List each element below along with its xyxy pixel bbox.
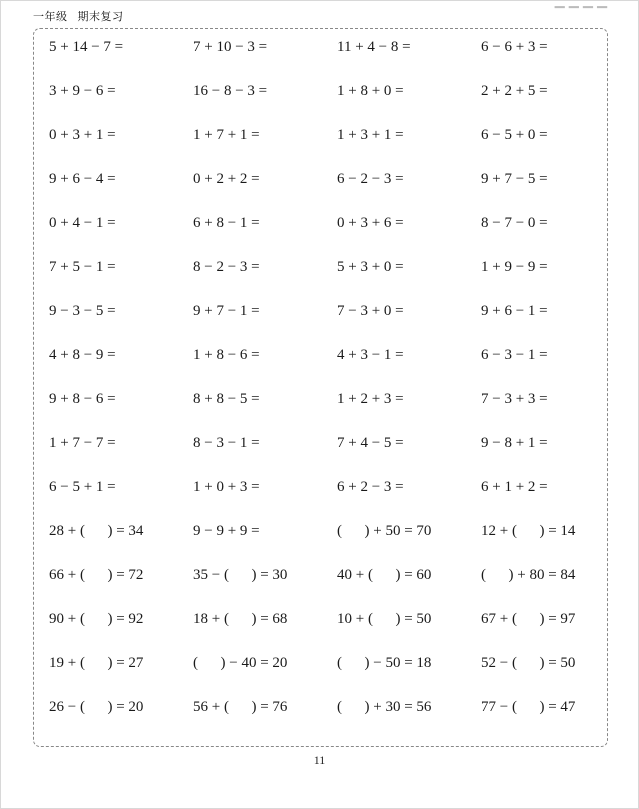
exercise-item: 1 + 3 + 1 = <box>337 127 404 143</box>
exercise-item: 7 − 3 + 3 = <box>481 391 548 407</box>
exercise-item: 0 + 3 + 6 = <box>337 215 404 231</box>
exercise-item: 7 + 5 − 1 = <box>49 259 116 275</box>
exercise-item: 67 + ( ) = 97 <box>481 611 576 627</box>
exercise-item: 40 + ( ) = 60 <box>337 567 432 583</box>
exercise-item: 35 − ( ) = 30 <box>193 567 288 583</box>
exercise-item: ( ) − 40 = 20 <box>193 655 288 671</box>
exercise-item: 6 + 2 − 3 = <box>337 479 404 495</box>
exercise-item: 6 − 6 + 3 = <box>481 39 548 55</box>
exercise-item: 11 + 4 − 8 = <box>337 39 411 55</box>
exercise-item: 1 + 8 + 0 = <box>337 83 404 99</box>
exercise-item: 12 + ( ) = 14 <box>481 523 576 539</box>
exercise-item: 8 − 2 − 3 = <box>193 259 260 275</box>
grade-label: 一年级 <box>33 10 68 23</box>
exercise-item: 9 + 7 − 5 = <box>481 171 548 187</box>
exercise-item: 5 + 3 + 0 = <box>337 259 404 275</box>
exercise-item: 0 + 2 + 2 = <box>193 171 260 187</box>
exercise-item: 7 + 10 − 3 = <box>193 39 268 55</box>
exercise-item: 9 − 3 − 5 = <box>49 303 116 319</box>
exercise-item: 1 + 7 + 1 = <box>193 127 260 143</box>
exercise-item: 19 + ( ) = 27 <box>49 655 144 671</box>
exercise-item: 28 + ( ) = 34 <box>49 523 144 539</box>
exercise-item: 16 − 8 − 3 = <box>193 83 268 99</box>
exercise-item: 6 − 5 + 1 = <box>49 479 116 495</box>
exercise-item: ( ) + 80 = 84 <box>481 567 576 583</box>
exercise-item: 1 + 2 + 3 = <box>337 391 404 407</box>
exercise-item: 9 + 6 − 1 = <box>481 303 548 319</box>
exercise-item: 3 + 9 − 6 = <box>49 83 116 99</box>
exercise-item: 9 − 9 + 9 = <box>193 523 260 539</box>
exercise-item: 66 + ( ) = 72 <box>49 567 144 583</box>
exercise-box <box>33 28 608 747</box>
exercise-item: 9 + 8 − 6 = <box>49 391 116 407</box>
exercise-item: 9 + 6 − 4 = <box>49 171 116 187</box>
exercise-item: 1 + 9 − 9 = <box>481 259 548 275</box>
exercise-item: 4 + 8 − 9 = <box>49 347 116 363</box>
exercise-item: 1 + 7 − 7 = <box>49 435 116 451</box>
exercise-item: ( ) − 50 = 18 <box>337 655 432 671</box>
exercise-item: 6 − 5 + 0 = <box>481 127 548 143</box>
exercise-item: 7 − 3 + 0 = <box>337 303 404 319</box>
exercise-item: 77 − ( ) = 47 <box>481 699 576 715</box>
exercise-item: 18 + ( ) = 68 <box>193 611 288 627</box>
exercise-item: 52 − ( ) = 50 <box>481 655 576 671</box>
exercise-item: 1 + 8 − 6 = <box>193 347 260 363</box>
exercise-item: 9 + 7 − 1 = <box>193 303 260 319</box>
exercise-item: 6 + 1 + 2 = <box>481 479 548 495</box>
page-header <box>33 8 124 24</box>
exercise-item: ( ) + 50 = 70 <box>337 523 432 539</box>
exercise-grid <box>49 37 609 741</box>
exercise-item: 0 + 3 + 1 = <box>49 127 116 143</box>
exercise-item: 8 + 8 − 5 = <box>193 391 260 407</box>
exercise-item: 4 + 3 − 1 = <box>337 347 404 363</box>
exercise-item: ( ) + 30 = 56 <box>337 699 432 715</box>
exercise-item: 90 + ( ) = 92 <box>49 611 144 627</box>
exercise-item: 2 + 2 + 5 = <box>481 83 548 99</box>
exercise-item: 26 − ( ) = 20 <box>49 699 144 715</box>
exercise-item: 9 − 8 + 1 = <box>481 435 548 451</box>
top-edge-mark: ▁ ▁ ▁ ▁ <box>554 0 607 9</box>
exercise-item: 7 + 4 − 5 = <box>337 435 404 451</box>
exercise-item: 56 + ( ) = 76 <box>193 699 288 715</box>
exercise-item: 0 + 4 − 1 = <box>49 215 116 231</box>
page-number: 11 <box>313 753 326 767</box>
exercise-item: 5 + 14 − 7 = <box>49 39 124 55</box>
exercise-item: 1 + 0 + 3 = <box>193 479 260 495</box>
exercise-item: 10 + ( ) = 50 <box>337 611 432 627</box>
exercise-item: 6 − 3 − 1 = <box>481 347 548 363</box>
exercise-item: 6 − 2 − 3 = <box>337 171 404 187</box>
section-title: 期末复习 <box>77 10 124 23</box>
exercise-item: 6 + 8 − 1 = <box>193 215 260 231</box>
exercise-item: 8 − 7 − 0 = <box>481 215 548 231</box>
exercise-item: 8 − 3 − 1 = <box>193 435 260 451</box>
